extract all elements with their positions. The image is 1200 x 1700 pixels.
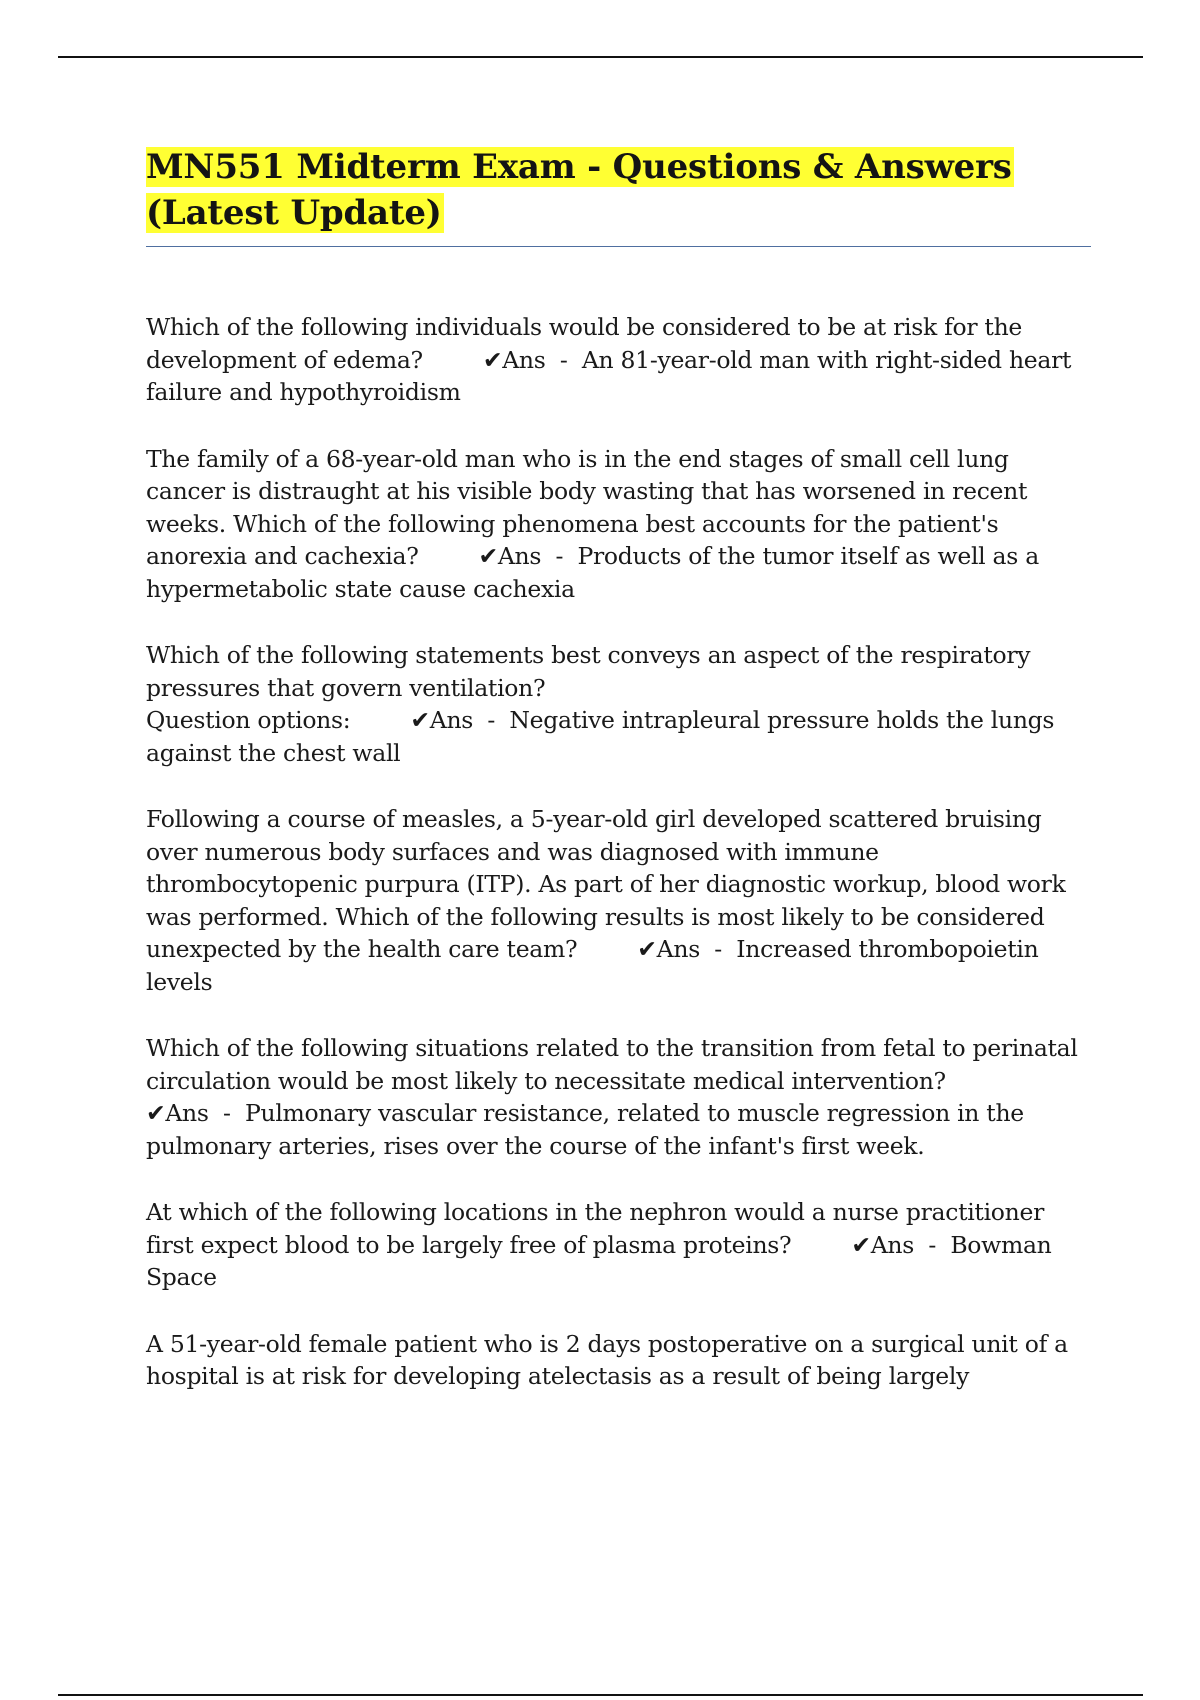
document-body [146,144,1091,1427]
answer-marker: ✔Ans - [146,1099,245,1127]
qa-list [146,311,1091,1393]
question-text: Which of the following individuals would be considered to be at risk for the development of edema? [146,313,1023,374]
title-underline [146,246,1091,247]
title-line-1: MN551 Midterm Exam - Questions & Answers [146,147,1012,187]
question-text: A 51-year-old female patient who is 2 days postoperative on a surgical unit of a hospital is at risk for developing atelectasis as a result of being largely [146,1329,1068,1390]
qa-item-4 [146,803,1091,998]
answer-text: Products of the tumor itself as well as a hypermetabolic state cause cachexia [146,542,1039,603]
answer-marker: ✔Ans - [482,345,582,374]
question-text: Following a course of measles, a 5-year-old girl developed scattered bruising over numerous body surfaces and was diagnosed with immune thrombocytopenic purpura (ITP). As part of her diagnostic workup, blood work was performed. Which of the following results is most likely to be considered unexpected by the health care team? [146,805,1066,963]
question-text: Which of the following situations related to the transition from fetal to perinatal circulation would be most likely to necessitate medical intervention? [146,1034,1078,1095]
question-text: At which of the following locations in the nephron would a nurse practitioner first expect blood to be largely free of plasma proteins? [146,1198,1045,1259]
page-top-rule [58,56,1143,58]
qa-item-3 [146,639,1091,769]
document-title [146,144,1091,236]
answer-text: Negative intrapleural pressure holds the lungs against the chest wall [146,706,1055,767]
answer-marker: ✔Ans - [637,935,737,963]
question-options-label: Question options: [146,706,351,734]
qa-item-6 [146,1196,1091,1294]
answer-text: Bowman Space [146,1230,1052,1291]
qa-item-2 [146,443,1091,606]
qa-item-7 [146,1328,1091,1393]
answer-marker: ✔Ans - [410,706,510,734]
answer-text: Increased thrombopoietin levels [146,935,1039,996]
answer-marker: ✔Ans - [851,1230,951,1259]
qa-item-1 [146,311,1091,409]
qa-item-5 [146,1032,1091,1162]
answer-marker: ✔Ans - [478,542,578,570]
page-bottom-rule [58,1694,1143,1696]
answer-text: An 81-year-old man with right-sided heart failure and hypothyroidism [146,345,1072,406]
title-line-2: (Latest Update) [146,193,442,233]
answer-text: Pulmonary vascular resistance, related to muscle regression in the pulmonary arteries, rises over the course of the infant's first week. [146,1099,1024,1160]
question-text: The family of a 68-year-old man who is in the end stages of small cell lung cancer is distraught at his visible body wasting that has worsened in recent weeks. Which of the following phenomena best accounts for the patient's anorexia and cachexia? [146,444,1028,570]
question-text: Which of the following statements best conveys an aspect of the respiratory pressures that govern ventilation? [146,641,1031,702]
